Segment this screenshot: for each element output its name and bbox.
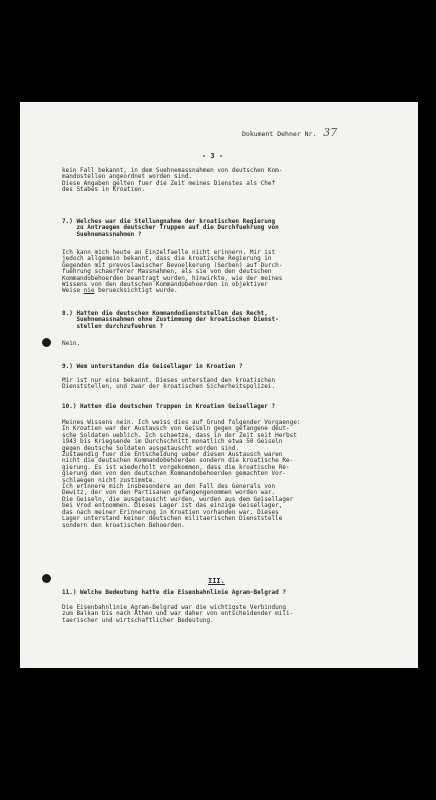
question-8: 8.) Hatten die deutschen Kommandodienststellen das Recht, Suehnemassnahmen ohne Zustimmung der kroatischen Dienst- stellen durchzufuehren ? [62,310,279,330]
answer-9: Mir ist nur eins bekannt. Dieses unterstand den kroatischen Dienststellen, und zwar der kroatischen Sicherheitspolizei. [62,377,276,391]
question-9: 9.) Wem unterstanden die Geisellager in Kroatien ? [62,363,243,370]
answer-8: Nein. [62,340,81,347]
answer-10: Meines Wissens nein. Ich weiss dies auf Grund folgender Vorgaenge: In Kroatien war der Austausch von Geiseln gegen gefangene deut- sche Soldaten ueblich. Ich schaetze, dass in der Zeit seit Herbst 1943 bis Kriegsende im Durchschnitt monatlich etwa 50 Geiseln gegen deutsche Soldaten ausgetauscht worden sind. Zustaendig fuer die Entscheidung ueber diesen Austausch waren nicht die deutschen Kommandobehoerden sondern die kroatische Re- gierung. Es ist wiederholt vorgekommen, dass die kroatische Re- gierung den von den deutschen Kommandobehoerden gemachten Vor- schlaegen nicht zustimmte. Ich erinnere mich insbesondere an den Fall des Generals von Dewitz, der von den Partisanen gefangengenommen worden war. Die Geiseln, die ausgetauscht wurden, wurden aus dem Geisellager bei Vrod entnommen. Dieses Lager ist das einzige Geisellager, das nach meiner Erinnerung in Kroatien vorhanden war. Dieses Lager unterstand keiner deutschen militaerischen Dienststelle sondern den kroatischen Behoerden. [62,419,301,529]
answer-7-text: Ich kann mich heute an Einzelfaelle nicht erinnern. Mir ist jedoch allgemein bekannt, dass die kroatische Regierung in Gegenden mit prevoslawischer Bevoelkerung (Serben) auf Durch- fuehrung schaerferer Massnahmen, als sie von den deutschen Kommandobehoerden beantragt wurden, hinwirkte, wie der meines Wissens von den deutschen Kommandobehoerden in objektiver Weise [62,249,283,295]
document-label: Dokument Dehner Nr. [242,130,317,138]
document-header [242,126,337,139]
question-10: 10.) Hatten die deutschen Truppen in Kroatien Geisellager ? [62,403,276,410]
answer-7-underlined-word: nie [83,287,95,295]
question-7: 7.) Welches war die Stellungnahme der kroatischen Regierung zu Antraegen deutscher Truppen auf die Durchfuehrung von Suehnemassnahmen ? [62,218,279,238]
answer-11: Die Eisenbahnlinie Agram-Belgrad war die wichtigste Verbindung zum Balkan bis nach Athen und war daher von entscheidender mili- taerischer und wirtschaftlicher Bedeutung. [62,604,294,624]
punch-hole [42,574,51,583]
paragraph-intro: kein Fall bekannt, in dem Suehnemassnahmen von deutschen Kom- mandostellen angeordnet worden sind. Diese Angaben gelten fuer die Zeit meines Dienstes als Chef des Stabes in Kroatien. [62,167,283,194]
punch-hole [42,338,51,347]
page-number: - 3 - [202,152,224,160]
answer-7-end: beruecksichtigt wurde. [94,287,178,295]
document-number-handwritten: 37 [323,126,338,139]
question-11: 11.) Welche Bedeutung hatte die Eisenbahnlinie Agram-Belgrad ? [62,589,286,596]
answer-7 [62,250,402,295]
section-heading: III. [208,577,225,585]
document-page [20,102,418,668]
